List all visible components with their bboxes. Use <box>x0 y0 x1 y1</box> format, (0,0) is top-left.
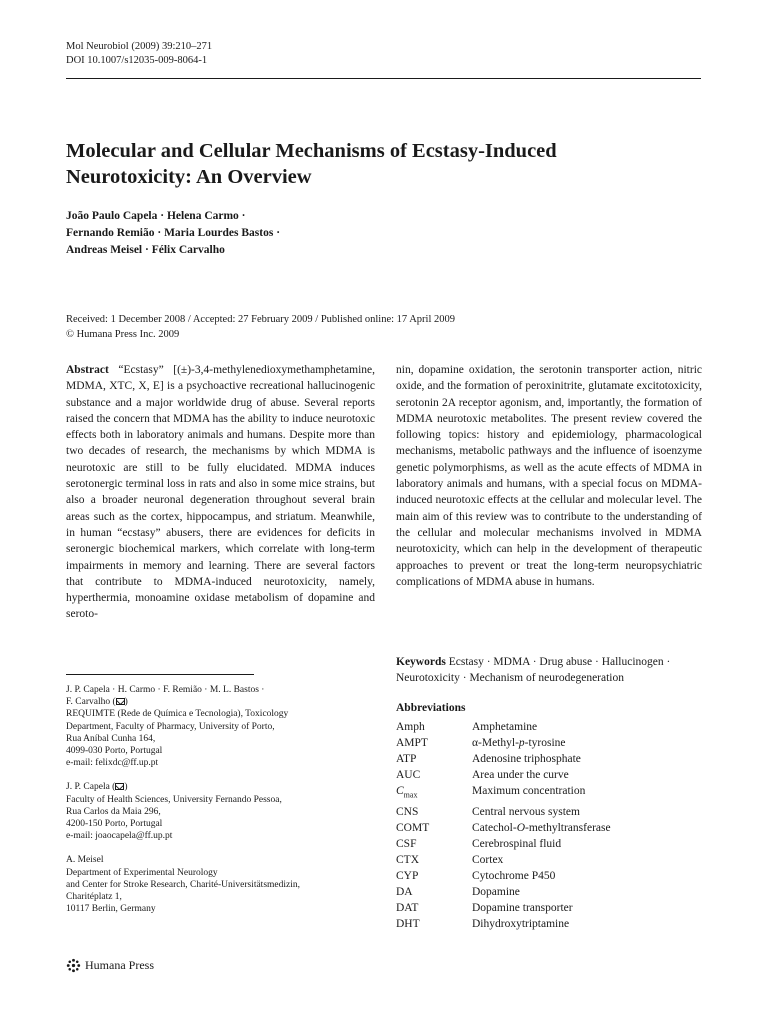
affiliation-porto-pharmacy <box>66 684 366 769</box>
abbreviation-row <box>396 852 611 868</box>
abbreviation-row <box>396 804 611 820</box>
abstract-left-column <box>66 362 375 623</box>
authors-line-1: João Paulo Capela · Helena Carmo · <box>66 210 246 222</box>
abbreviation-row <box>396 820 611 836</box>
abstract-text-left: “Ecstasy” [(±)-3,4-methylenedioxymethamphetamine, MDMA, XTC, X, E] is a psychoactive recreational hallucinogenic substance and a major worldwide drug of abuse. Several reports raised the concern that MDMA has the ability to induce neurotoxic effects both in laboratory animals and humans. Despite more than two decades of research, the mechanisms by which MDMA is neurotoxic are still to be fully elucidated. MDMA induces serotonergic terminal loss in rats and also in some mice strains, but also a broader neuronal degeneration throughout several brain areas such as the cortex, hippocampus, and striatum. Meanwhile, in human “ecstasy” abusers, there are evidences for deficits in seronergic biochemical markers, which correlate with long-term impairments in memory and learning. There are several factors that contribute to MDMA-induced neurotoxicity, namely, hyperthermia, monoamine oxidase metabolism of dopamine and seroto- <box>66 364 375 621</box>
affiliation-line: J. P. Capela ( ) <box>66 782 128 793</box>
abbreviations-body <box>396 719 611 933</box>
abstract-right-column <box>396 362 702 590</box>
abbreviation-term: CSF <box>396 837 417 850</box>
abbreviation-row <box>396 916 611 932</box>
journal-citation: Mol Neurobiol (2009) 39:210–271 <box>66 41 213 52</box>
abbreviation-term: DA <box>396 886 413 899</box>
abbreviation-term: CYP <box>396 870 419 883</box>
abbreviation-term: AUC <box>396 769 421 782</box>
author-affiliations <box>66 684 366 927</box>
abbreviation-term: $C_{max}$ <box>396 785 418 800</box>
keywords-line-2: Neurotoxicity · Mechanism of neurodegeneration <box>396 672 625 685</box>
abbreviation-definition: Dopamine <box>472 886 520 899</box>
header-rule <box>66 78 701 79</box>
abbreviation-row <box>396 767 611 783</box>
affiliation-line: F. Carvalho ( ) <box>66 697 128 708</box>
affiliation-line: and Center for Stroke Research, Charité-Universitätsmedizin, <box>66 879 300 890</box>
copyright: © Humana Press Inc. 2009 <box>66 328 180 340</box>
title-line-2: Neurotoxicity: An Overview <box>66 166 312 188</box>
affiliation-line: J. P. Capela · H. Carmo · F. Remião · M. L. Bastos · <box>66 685 265 695</box>
affiliation-line: REQUIMTE (Rede de Química e Tecnologia), Toxicology <box>66 709 289 720</box>
abbreviation-definition: Maximum concentration <box>472 785 586 798</box>
abstract-label: Abstract <box>66 364 109 376</box>
abbreviation-definition: Cortex <box>472 854 504 867</box>
journal-header <box>66 40 212 68</box>
abbreviation-row <box>396 884 611 900</box>
keywords-label: Keywords <box>396 656 446 668</box>
history-dates: Received: 1 December 2008 / Accepted: 27 February 2009 / Published online: 17 April 2009 <box>66 314 456 325</box>
affiliation-line: Department of Experimental Neurology <box>66 867 218 878</box>
abbreviation-row <box>396 868 611 884</box>
affiliation-line: Department, Faculty of Pharmacy, University of Porto, <box>66 721 275 732</box>
affiliation-line: Rua Aníbal Cunha 164, <box>66 733 156 744</box>
keywords <box>396 654 702 687</box>
affiliation-pessoa <box>66 781 366 842</box>
abbreviation-term: DHT <box>396 918 420 931</box>
abbreviation-definition: Cytochrome P450 <box>472 870 556 883</box>
footnote-rule <box>66 674 254 675</box>
publisher-name: Humana Press <box>85 958 154 972</box>
affiliation-line: 4200-150 Porto, Portugal <box>66 819 163 830</box>
abbreviations-table <box>396 719 611 933</box>
abbreviation-row <box>396 900 611 916</box>
abbreviation-definition: Amphetamine <box>472 721 538 733</box>
affiliation-line: e-mail: felixdc@ff.up.pt <box>66 758 159 769</box>
affiliation-line: 10117 Berlin, Germany <box>66 904 156 915</box>
affiliation-line: 4099-030 Porto, Portugal <box>66 746 163 757</box>
publication-dates <box>66 313 686 342</box>
affiliation-line: Charitéplatz 1, <box>66 892 122 903</box>
envelope-icon <box>115 783 124 790</box>
authors-line-2: Fernando Remião · Maria Lourdes Bastos · <box>66 227 281 239</box>
abbreviation-term: CNS <box>396 805 419 818</box>
affiliation-line: Faculty of Health Sciences, University Fernando Pessoa, <box>66 794 282 805</box>
abbreviation-row <box>396 719 611 735</box>
affiliation-line: e-mail: joaocapela@ff.up.pt <box>66 831 173 842</box>
abbreviation-definition: Catechol-O-methyltransferase <box>472 821 611 834</box>
abbreviation-definition: Cerebrospinal fluid <box>472 837 562 850</box>
affiliation-berlin <box>66 854 366 915</box>
keywords-line-1: Ecstasy · MDMA · Drug abuse · Hallucinogen · <box>448 656 671 668</box>
abbreviation-term: DAT <box>396 902 419 915</box>
abbreviations-heading: Abbreviations <box>396 702 466 714</box>
abbreviation-definition: Central nervous system <box>472 805 580 818</box>
abbreviation-row <box>396 836 611 852</box>
abbreviation-definition: Dihydroxytriptamine <box>472 918 570 931</box>
doi: DOI 10.1007/s12035-009-8064-1 <box>66 55 208 66</box>
abbreviation-term: ATP <box>396 753 417 766</box>
abbreviation-term: Amph <box>396 721 425 733</box>
abbreviation-row <box>396 783 611 803</box>
abbreviation-term: CTX <box>396 854 419 867</box>
envelope-icon <box>116 698 125 705</box>
abbreviation-definition: Adenosine triphosphate <box>472 753 581 766</box>
author-list <box>66 208 686 259</box>
abbreviation-row <box>396 751 611 767</box>
humana-press-logo-icon <box>66 958 81 973</box>
abstract-text-right: nin, dopamine oxidation, the serotonin transporter action, nitric oxide, and the formation of peroxinitrite, glutamate excitotoxicity, serotonin 2A receptor agonism, and, importantly, the formation of MDMA neurotoxic metabolites. The present review covered the following topics: history and epidemiology, pharmacological mechanisms, metabolic pathways and the influence of isoenzyme genetic polymorphisms, as well as the acute effects of MDMA in laboratory animals and humans, with a special focus on MDMA-induced neurotoxic effects at the cellular and molecular level. The main aim of this review was to contribute to the understanding of the cellular and molecular mechanisms involved in MDMA neurotoxicity, which can help in the development of therapeutic approaches to prevent or treat the long-term neuropsychiatric complications of MDMA abuse in humans. <box>396 364 702 588</box>
authors-line-3: Andreas Meisel · Félix Carvalho <box>66 244 225 256</box>
abbreviation-definition: Dopamine transporter <box>472 902 573 915</box>
abbreviation-term: AMPT <box>396 737 428 750</box>
title-line-1: Molecular and Cellular Mechanisms of Ecstasy-Induced <box>66 140 557 162</box>
abbreviation-row <box>396 735 611 751</box>
abbreviation-definition: Area under the curve <box>472 769 569 782</box>
article-title <box>66 138 686 190</box>
publisher-footer <box>66 958 154 973</box>
abbreviation-term: COMT <box>396 821 430 834</box>
affiliation-line: Rua Carlos da Maia 296, <box>66 806 161 817</box>
affiliation-line: A. Meisel <box>66 855 104 866</box>
abbreviation-definition: α-Methyl-p-tyrosine <box>472 737 566 750</box>
